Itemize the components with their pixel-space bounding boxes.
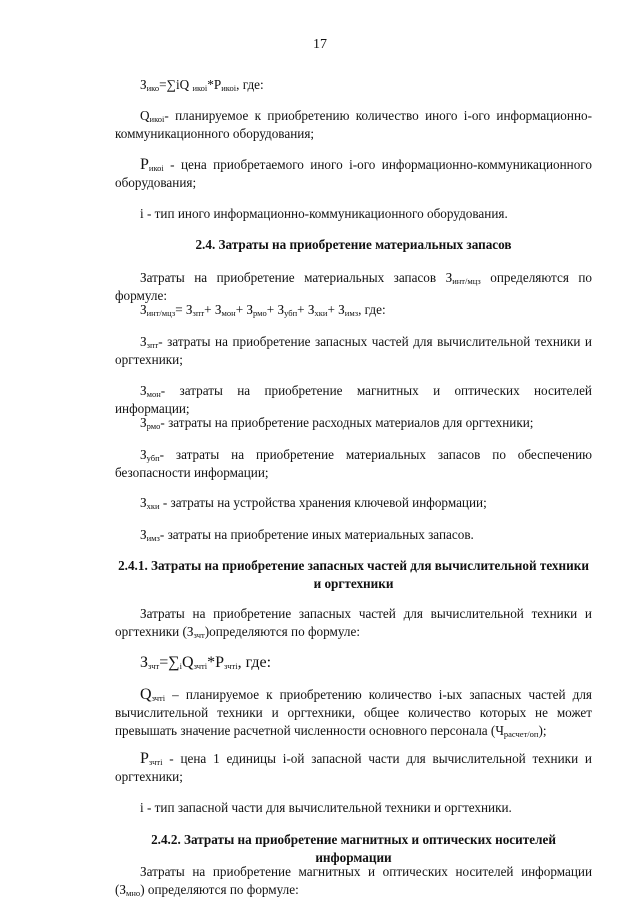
formula-part: = З xyxy=(175,302,193,317)
var-subscript: икоi xyxy=(148,163,164,173)
formula-part: + З xyxy=(204,302,222,317)
definition-text: - планируемое к приобретению количество иного i-ого информационно-коммуникационного оборудования; xyxy=(115,108,592,141)
definition-text: ); xyxy=(538,723,547,738)
definition-mon xyxy=(115,382,592,418)
formula-materials xyxy=(115,301,592,319)
var-subscript: икоi xyxy=(149,114,165,124)
paragraph-text: определяются по формуле: xyxy=(115,270,592,303)
formula-subscript: ико xyxy=(146,83,160,93)
paragraph-text: ) определяются по формуле: xyxy=(140,882,299,897)
section-heading-2-4: 2.4. Затраты на приобретение материальных запасов xyxy=(195,237,512,252)
formula-part: *Р xyxy=(207,654,225,671)
var: З xyxy=(140,495,147,510)
formula-subscript: убп xyxy=(284,308,298,318)
var: Q xyxy=(140,686,152,703)
formula-part: + З xyxy=(235,302,254,317)
definition-hki xyxy=(115,494,592,512)
formula-subscript: хки xyxy=(314,308,328,318)
formula-subscript: зчт xyxy=(148,661,160,671)
definition-i-zcht: i - тип запасной части для вычислительной техники и оргтехники. xyxy=(140,800,512,815)
formula-subscript: рмо xyxy=(253,308,267,318)
paragraph-text: Затраты на приобретение материальных запасов З xyxy=(140,270,453,285)
definition-rmo xyxy=(115,414,592,432)
formula-subscript: зпт xyxy=(192,308,205,318)
var-subscript: расчет/оп xyxy=(503,729,539,739)
formula-part: =∑iQ xyxy=(159,77,190,92)
page-number: 17 xyxy=(313,37,327,52)
var: З xyxy=(140,447,147,462)
formula-zcht xyxy=(115,654,592,672)
definition-text: - затраты на приобретение магнитных и оптических носителей информации; xyxy=(115,383,592,416)
definition-text: - затраты на приобретение запасных частей для вычислительной техники и оргтехники; xyxy=(115,334,592,367)
var-subscript: зпт xyxy=(146,340,159,350)
paragraph-text: Затраты на приобретение запасных частей для вычислительной техники и оргтехники (З xyxy=(115,606,592,639)
definition-imz xyxy=(115,526,592,544)
definition-text: - затраты на приобретение материальных запасов по обеспечению безопасности информации; xyxy=(115,447,592,480)
formula-part: *Р xyxy=(207,77,222,92)
definition-text: - затраты на приобретение расходных материалов для оргтехники; xyxy=(160,415,534,430)
formula-part: З xyxy=(140,654,149,671)
intro-2-4 xyxy=(115,269,592,305)
definition-q-ico xyxy=(115,107,592,143)
var: З xyxy=(140,383,147,398)
definition-q-zcht xyxy=(115,686,592,740)
formula-part: , где: xyxy=(237,654,272,671)
intro-2-4-2 xyxy=(115,863,592,899)
paragraph-text: Затраты на приобретение магнитных и оптических носителей информации (З xyxy=(115,864,592,897)
section-heading-2-4-2: 2.4.2. Затраты на приобретение магнитных и оптических носителей информации xyxy=(151,832,556,865)
definition-ubp xyxy=(115,446,592,482)
var: З xyxy=(140,334,147,349)
formula-part: , где: xyxy=(358,302,386,317)
formula-part: Q xyxy=(182,654,194,671)
formula-subscript: икоi xyxy=(221,83,237,93)
var: Р xyxy=(140,156,149,173)
var-subscript: убп xyxy=(146,453,160,463)
definition-zpt xyxy=(115,333,592,369)
definition-text: - цена приобретаемого иного i-ого информационно-коммуникационного оборудования; xyxy=(115,157,592,190)
formula-subscript: мон xyxy=(221,308,236,318)
formula-part: , где: xyxy=(236,77,264,92)
var-subscript: инт/мцз xyxy=(452,276,481,286)
formula-subscript: зчтi xyxy=(193,661,208,671)
var: Q xyxy=(140,108,150,123)
var-subscript: имз xyxy=(146,533,160,543)
formula-subscript: инт/мцз xyxy=(146,308,176,318)
formula-subscript: имз xyxy=(344,308,359,318)
formula-subscript: i xyxy=(179,661,183,671)
formula-subscript: икоi xyxy=(192,83,208,93)
formula-part: З xyxy=(140,302,147,317)
var-subscript: зчтi xyxy=(148,757,163,767)
var-subscript: хки xyxy=(146,501,160,511)
formula-subscript: зчтi xyxy=(224,661,238,671)
var-subscript: мно xyxy=(126,888,141,898)
formula-part: + З xyxy=(327,302,345,317)
var: З xyxy=(140,415,147,430)
var-subscript: зчтi xyxy=(151,693,166,703)
formula-ico xyxy=(115,76,592,94)
var: Р xyxy=(140,750,149,767)
intro-2-4-1 xyxy=(115,605,592,641)
formula-part: + З xyxy=(266,302,285,317)
section-heading-2-4-1: 2.4.1. Затраты на приобретение запасных частей для вычислительной техники и оргтехники xyxy=(118,558,589,591)
var-subscript: рмо xyxy=(146,421,161,431)
definition-text: - цена 1 единицы i-ой запасной части для вычислительной техники и оргтехники; xyxy=(115,751,592,784)
definition-p-ico xyxy=(115,156,592,192)
formula-part: З xyxy=(140,77,147,92)
definition-text: - затраты на устройства хранения ключевой информации; xyxy=(159,495,487,510)
definition-i-ico: i - тип иного информационно-коммуникационного оборудования. xyxy=(140,206,508,221)
definition-text: - затраты на приобретение иных материальных запасов. xyxy=(159,527,474,542)
paragraph-text: )определяются по формуле: xyxy=(204,624,360,639)
definition-p-zcht xyxy=(115,750,592,786)
formula-part: + З xyxy=(297,302,315,317)
definition-text: – планируемое к приобретению количество i-ых запасных частей для вычислительной техники и оргтехники, общее количество которых не может превышать значение расчетной численности основного персонала (Ч xyxy=(115,687,592,738)
var: З xyxy=(140,527,147,542)
var-subscript: мон xyxy=(146,389,161,399)
var-subscript: зчт xyxy=(193,630,205,640)
formula-part: =∑ xyxy=(159,654,180,671)
